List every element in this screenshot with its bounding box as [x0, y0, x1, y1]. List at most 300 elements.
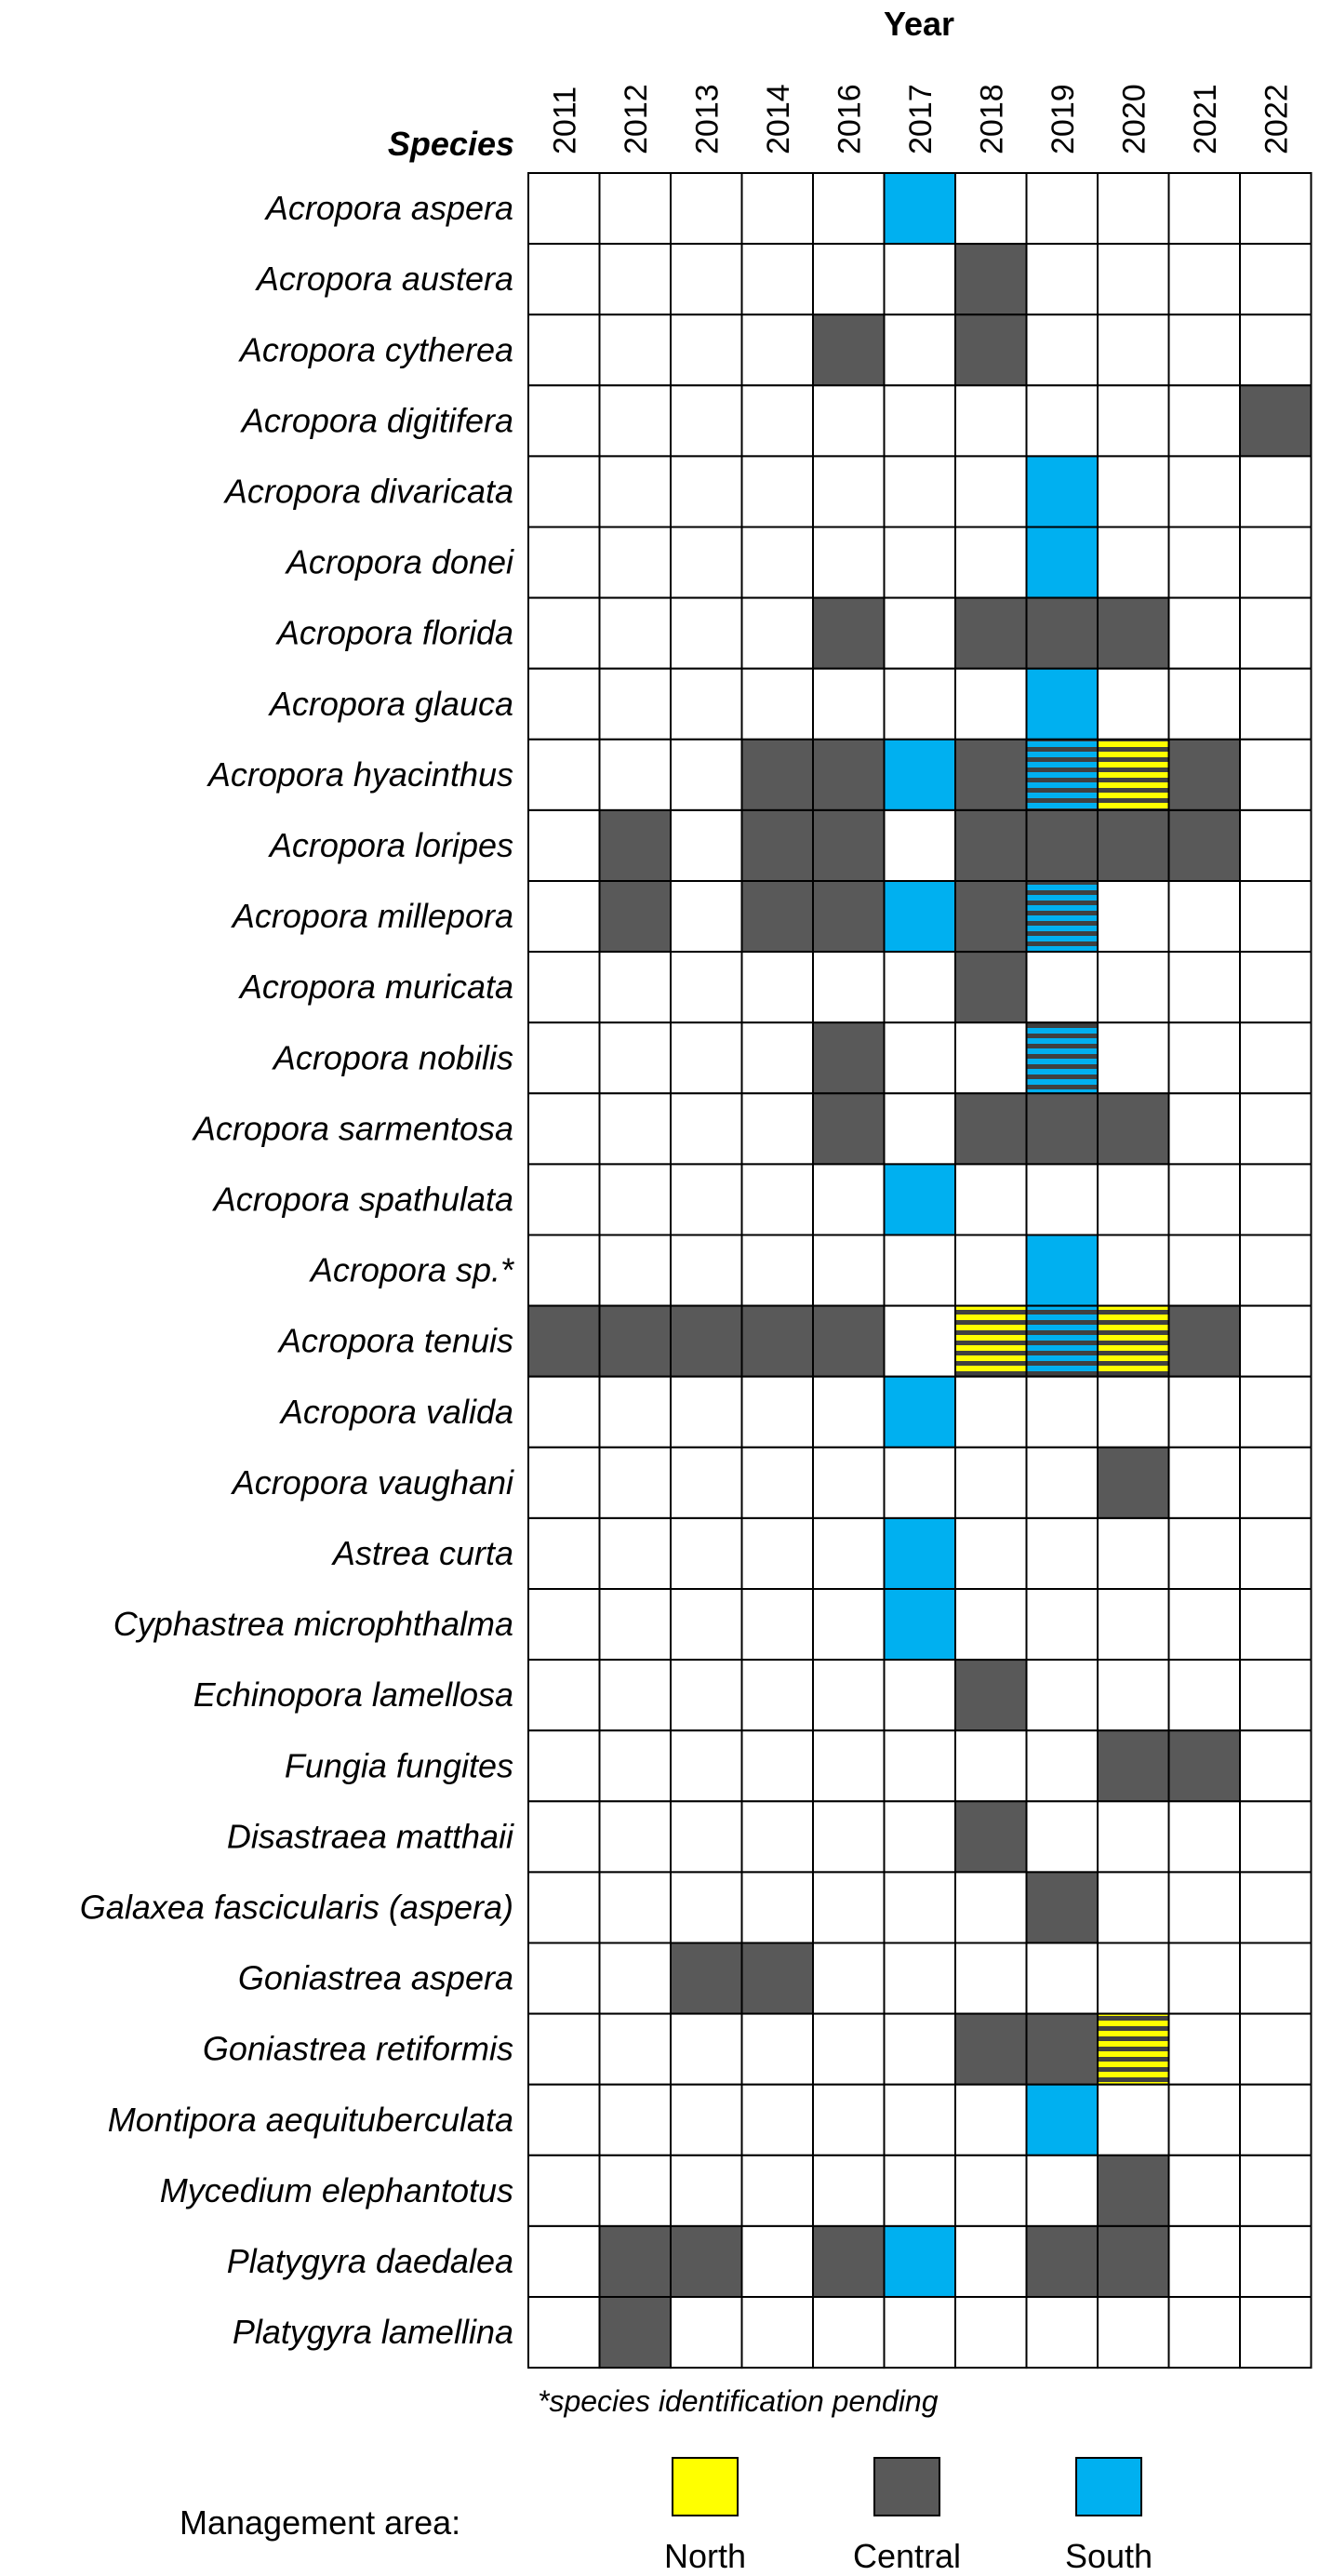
cell-2016-none — [813, 1377, 885, 1448]
cell-2022-none — [1240, 740, 1312, 810]
cell-2018-central — [955, 314, 1027, 385]
cell-2022-none — [1240, 1448, 1312, 1518]
cell-2019-none — [1027, 2297, 1099, 2368]
year-label-2012: 2012 — [618, 84, 654, 154]
cell-2021-none — [1169, 2226, 1241, 2297]
species-label: Acropora loripes — [269, 825, 513, 864]
cell-2013-none — [671, 1235, 742, 1306]
cell-2017-none — [885, 598, 956, 669]
legend-label-central: Central — [852, 2537, 962, 2575]
cell-2022-none — [1240, 1164, 1312, 1235]
cell-2013-none — [671, 1872, 742, 1942]
species-label: Cyphastrea microphthalma — [113, 1605, 513, 1644]
cell-2020-central — [1098, 2226, 1169, 2297]
cell-2020-none — [1098, 314, 1169, 385]
cell-2022-none — [1240, 244, 1312, 314]
cell-2019-none — [1027, 244, 1099, 314]
cell-2018-none — [955, 1589, 1027, 1660]
cell-2014-none — [742, 598, 814, 669]
cell-2011-none — [528, 1872, 600, 1942]
cell-2021-none — [1169, 1235, 1241, 1306]
cell-2019-south — [1027, 456, 1099, 527]
cell-2013-none — [671, 2297, 742, 2368]
cell-2020-north-central — [1098, 740, 1169, 810]
cell-2013-none — [671, 1589, 742, 1660]
cell-2011-none — [528, 1943, 600, 2014]
cell-2021-none — [1169, 1589, 1241, 1660]
cell-2021-none — [1169, 314, 1241, 385]
cell-2019-none — [1027, 173, 1099, 244]
cell-2017-south — [885, 740, 956, 810]
cell-2022-none — [1240, 669, 1312, 740]
cell-2021-none — [1169, 1801, 1241, 1872]
cell-2018-none — [955, 527, 1027, 598]
species-label: Disastraea matthaii — [226, 1817, 513, 1856]
cell-2017-none — [885, 1660, 956, 1730]
cell-2016-central — [813, 1306, 885, 1377]
species-label: Goniastrea aspera — [237, 1958, 513, 1997]
year-label-2018: 2018 — [974, 84, 1010, 154]
x-axis-title: Year — [883, 5, 955, 43]
cell-2017-none — [885, 527, 956, 598]
cell-2014-none — [742, 244, 814, 314]
cell-2012-none — [600, 1660, 672, 1730]
cell-2013-none — [671, 1448, 742, 1518]
cell-2013-none — [671, 740, 742, 810]
cell-2020-north-central — [1098, 1306, 1169, 1377]
cell-2011-none — [528, 173, 600, 244]
cell-2012-none — [600, 1235, 672, 1306]
cell-2013-central — [671, 1306, 742, 1377]
cell-2020-none — [1098, 244, 1169, 314]
cell-2020-none — [1098, 456, 1169, 527]
cell-2020-none — [1098, 2085, 1169, 2156]
cell-2012-none — [600, 2156, 672, 2226]
cell-2013-none — [671, 1093, 742, 1164]
cell-2011-none — [528, 527, 600, 598]
cell-2020-none — [1098, 1235, 1169, 1306]
cell-2022-none — [1240, 1377, 1312, 1448]
cell-2022-none — [1240, 598, 1312, 669]
cell-2019-south — [1027, 1235, 1099, 1306]
cell-2017-south — [885, 1589, 956, 1660]
cell-2019-none — [1027, 385, 1099, 456]
species-label: Acropora muricata — [239, 968, 513, 1007]
cell-2017-none — [885, 1943, 956, 2014]
cell-2012-none — [600, 244, 672, 314]
cell-2021-central — [1169, 740, 1241, 810]
legend-swatch-south — [1076, 2458, 1141, 2516]
legend-title: Management area: — [180, 2503, 461, 2542]
cell-2011-none — [528, 1660, 600, 1730]
year-label-2020: 2020 — [1116, 84, 1152, 154]
cell-2017-none — [885, 952, 956, 1022]
cell-2014-none — [742, 173, 814, 244]
cell-2022-none — [1240, 1801, 1312, 1872]
cell-2012-none — [600, 527, 672, 598]
cell-2020-none — [1098, 2297, 1169, 2368]
cell-2011-none — [528, 244, 600, 314]
cell-2018-none — [955, 1377, 1027, 1448]
cell-2022-none — [1240, 1022, 1312, 1093]
cell-2020-central — [1098, 2156, 1169, 2226]
cell-2019-none — [1027, 2156, 1099, 2226]
cell-2018-central — [955, 1801, 1027, 1872]
cell-2022-none — [1240, 1589, 1312, 1660]
cell-2013-none — [671, 1801, 742, 1872]
cell-2018-none — [955, 173, 1027, 244]
cell-2020-north-central — [1098, 2014, 1169, 2085]
cell-2012-none — [600, 1164, 672, 1235]
cell-2017-south — [885, 1164, 956, 1235]
cell-2020-none — [1098, 952, 1169, 1022]
species-label: Acropora valida — [280, 1392, 513, 1431]
cell-2018-none — [955, 2226, 1027, 2297]
cell-2011-none — [528, 385, 600, 456]
cell-2022-none — [1240, 952, 1312, 1022]
cell-2012-none — [600, 2085, 672, 2156]
cell-2022-none — [1240, 2226, 1312, 2297]
cell-2014-none — [742, 1518, 814, 1589]
cell-2021-none — [1169, 2156, 1241, 2226]
cell-2020-none — [1098, 669, 1169, 740]
cell-2013-none — [671, 314, 742, 385]
cell-2021-none — [1169, 1164, 1241, 1235]
cell-2013-none — [671, 1518, 742, 1589]
cell-2020-none — [1098, 1589, 1169, 1660]
cell-2013-none — [671, 669, 742, 740]
cell-2016-central — [813, 1022, 885, 1093]
cell-2018-none — [955, 1235, 1027, 1306]
cell-2022-none — [1240, 456, 1312, 527]
cell-2014-none — [742, 952, 814, 1022]
cell-2019-none — [1027, 1164, 1099, 1235]
cell-2016-none — [813, 1943, 885, 2014]
cell-2014-none — [742, 2014, 814, 2085]
cell-2018-none — [955, 1872, 1027, 1942]
cell-2012-none — [600, 1022, 672, 1093]
cell-2019-central-south — [1027, 1022, 1099, 1093]
species-label: Acropora vaughani — [232, 1462, 513, 1502]
cell-2021-central — [1169, 1730, 1241, 1801]
species-label: Acropora florida — [276, 613, 513, 652]
cell-2019-none — [1027, 1660, 1099, 1730]
species-label: Platygyra lamellina — [232, 2313, 513, 2352]
cell-2021-none — [1169, 1943, 1241, 2014]
cell-2014-none — [742, 2156, 814, 2226]
species-label: Acropora tenuis — [278, 1321, 513, 1360]
species-label: Acropora divaricata — [224, 472, 513, 511]
cell-2019-central-south — [1027, 740, 1099, 810]
year-label-2017: 2017 — [902, 84, 939, 154]
cell-2013-none — [671, 810, 742, 881]
year-label-2021: 2021 — [1187, 84, 1223, 154]
cell-2019-central-south — [1027, 881, 1099, 952]
cell-2019-none — [1027, 1589, 1099, 1660]
species-label: Acropora austera — [256, 260, 513, 299]
cell-2016-central — [813, 2226, 885, 2297]
cell-2017-none — [885, 456, 956, 527]
cell-2016-central — [813, 810, 885, 881]
cell-2012-none — [600, 1518, 672, 1589]
cell-2014-none — [742, 1164, 814, 1235]
cell-2011-none — [528, 1235, 600, 1306]
species-label: Acropora aspera — [265, 189, 513, 228]
legend-label-north: North — [663, 2537, 747, 2575]
cell-2017-none — [885, 314, 956, 385]
cell-2012-none — [600, 598, 672, 669]
cell-2014-none — [742, 1022, 814, 1093]
cell-2016-none — [813, 1235, 885, 1306]
species-label: Acropora spathulata — [213, 1180, 513, 1219]
cell-2014-none — [742, 1235, 814, 1306]
cell-2011-none — [528, 881, 600, 952]
species-label: Fungia fungites — [284, 1746, 513, 1785]
cell-2020-none — [1098, 527, 1169, 598]
cell-2012-central — [600, 2297, 672, 2368]
species-label: Acropora cytherea — [239, 330, 513, 369]
cell-2020-central — [1098, 1448, 1169, 1518]
cell-2021-none — [1169, 1660, 1241, 1730]
cell-2017-none — [885, 2156, 956, 2226]
cell-2013-none — [671, 1164, 742, 1235]
cell-2018-central — [955, 881, 1027, 952]
cell-2020-central — [1098, 598, 1169, 669]
cell-2011-none — [528, 2226, 600, 2297]
cell-2021-none — [1169, 2085, 1241, 2156]
cell-2014-none — [742, 2085, 814, 2156]
cell-2012-none — [600, 385, 672, 456]
species-label: Acropora sp.* — [310, 1250, 513, 1289]
cell-2018-central — [955, 810, 1027, 881]
species-label: Acropora hyacinthus — [207, 754, 513, 794]
legend-label-south: South — [1064, 2537, 1153, 2575]
cell-2020-none — [1098, 1943, 1169, 2014]
cell-2011-none — [528, 740, 600, 810]
cell-2016-none — [813, 1872, 885, 1942]
cell-2013-none — [671, 456, 742, 527]
cell-2018-none — [955, 2156, 1027, 2226]
cell-2011-none — [528, 598, 600, 669]
cell-2012-central — [600, 2226, 672, 2297]
cell-2013-none — [671, 598, 742, 669]
cell-2021-none — [1169, 881, 1241, 952]
cell-2021-none — [1169, 244, 1241, 314]
cell-2013-none — [671, 244, 742, 314]
cell-2013-none — [671, 881, 742, 952]
cell-2017-none — [885, 1235, 956, 1306]
cell-2021-none — [1169, 173, 1241, 244]
cell-2020-none — [1098, 173, 1169, 244]
cell-2021-central — [1169, 1306, 1241, 1377]
cell-2018-central — [955, 598, 1027, 669]
cell-2016-none — [813, 1801, 885, 1872]
cell-2014-none — [742, 456, 814, 527]
cell-2014-none — [742, 527, 814, 598]
cell-2022-none — [1240, 1943, 1312, 2014]
cell-2013-none — [671, 1730, 742, 1801]
cell-2021-none — [1169, 1448, 1241, 1518]
year-label-2011: 2011 — [547, 86, 583, 154]
cell-2018-central — [955, 1660, 1027, 1730]
cell-2016-none — [813, 527, 885, 598]
cell-2019-none — [1027, 1377, 1099, 1448]
species-label: Platygyra daedalea — [226, 2241, 513, 2280]
cell-2014-none — [742, 1093, 814, 1164]
cell-2020-none — [1098, 1377, 1169, 1448]
cell-2017-none — [885, 1730, 956, 1801]
legend-swatch-central — [874, 2458, 939, 2516]
cell-2017-none — [885, 244, 956, 314]
species-label: Galaxea fascicularis (aspera) — [79, 1888, 513, 1927]
cell-2012-none — [600, 173, 672, 244]
cell-2016-none — [813, 1660, 885, 1730]
cell-2022-none — [1240, 810, 1312, 881]
cell-2014-central — [742, 881, 814, 952]
cell-2019-south — [1027, 2085, 1099, 2156]
cell-2020-none — [1098, 1660, 1169, 1730]
cell-2016-central — [813, 740, 885, 810]
cell-2022-none — [1240, 527, 1312, 598]
cell-2014-none — [742, 1660, 814, 1730]
cell-2018-none — [955, 385, 1027, 456]
cell-2017-none — [885, 1093, 956, 1164]
cell-2012-none — [600, 2014, 672, 2085]
cell-2012-none — [600, 1730, 672, 1801]
cell-2019-none — [1027, 1801, 1099, 1872]
legend-swatch-north — [673, 2458, 738, 2516]
cell-2013-none — [671, 1660, 742, 1730]
cell-2021-none — [1169, 1518, 1241, 1589]
year-label-2016: 2016 — [832, 84, 868, 154]
cell-2011-none — [528, 2085, 600, 2156]
cell-2020-central — [1098, 1093, 1169, 1164]
cell-2014-none — [742, 2297, 814, 2368]
cell-2016-none — [813, 1518, 885, 1589]
cell-2016-none — [813, 2014, 885, 2085]
cell-2017-south — [885, 2226, 956, 2297]
cell-2012-central — [600, 1306, 672, 1377]
cell-2017-none — [885, 1801, 956, 1872]
cell-2022-none — [1240, 1872, 1312, 1942]
cell-2022-none — [1240, 2297, 1312, 2368]
cell-2021-none — [1169, 527, 1241, 598]
cell-2019-none — [1027, 952, 1099, 1022]
cell-2019-south — [1027, 527, 1099, 598]
cell-2019-central-south — [1027, 1306, 1099, 1377]
cell-2016-none — [813, 456, 885, 527]
cell-2016-central — [813, 881, 885, 952]
cell-2011-none — [528, 2297, 600, 2368]
cell-2014-none — [742, 1377, 814, 1448]
cell-2014-central — [742, 1943, 814, 2014]
cell-2013-none — [671, 1022, 742, 1093]
cell-2013-none — [671, 2085, 742, 2156]
cell-2021-none — [1169, 669, 1241, 740]
cell-2014-none — [742, 1730, 814, 1801]
cell-2016-none — [813, 952, 885, 1022]
cell-2018-none — [955, 2297, 1027, 2368]
cell-2012-none — [600, 1943, 672, 2014]
cell-2018-none — [955, 1022, 1027, 1093]
species-label: Astrea curta — [332, 1533, 513, 1572]
cell-2016-central — [813, 598, 885, 669]
cell-2020-central — [1098, 1730, 1169, 1801]
year-label-2014: 2014 — [760, 84, 796, 154]
cell-2011-none — [528, 1022, 600, 1093]
cell-2013-none — [671, 1377, 742, 1448]
cell-2021-central — [1169, 810, 1241, 881]
cell-2019-central — [1027, 2014, 1099, 2085]
cell-2022-none — [1240, 881, 1312, 952]
cell-2018-central — [955, 2014, 1027, 2085]
cell-2019-none — [1027, 1943, 1099, 2014]
cell-2021-none — [1169, 2297, 1241, 2368]
cell-2011-none — [528, 456, 600, 527]
species-label: Acropora donei — [286, 542, 513, 581]
cell-2022-none — [1240, 1306, 1312, 1377]
cell-2021-none — [1169, 1377, 1241, 1448]
cell-2011-none — [528, 1377, 600, 1448]
cell-2011-none — [528, 2014, 600, 2085]
species-label: Acropora digitifera — [241, 401, 513, 440]
cell-2021-none — [1169, 385, 1241, 456]
species-label: Mycedium elephantotus — [159, 2170, 513, 2209]
cell-2012-none — [600, 1377, 672, 1448]
cell-2011-none — [528, 952, 600, 1022]
y-axis-title: Species — [387, 125, 514, 163]
cell-2011-none — [528, 1164, 600, 1235]
cell-2017-none — [885, 1448, 956, 1518]
cell-2018-north-central — [955, 1306, 1027, 1377]
cell-2013-none — [671, 952, 742, 1022]
cell-2020-none — [1098, 1164, 1169, 1235]
cell-2017-none — [885, 2085, 956, 2156]
cell-2012-none — [600, 1872, 672, 1942]
cell-2022-central — [1240, 385, 1312, 456]
cell-2021-none — [1169, 1022, 1241, 1093]
species-label: Acropora glauca — [269, 684, 513, 723]
cell-2016-central — [813, 1093, 885, 1164]
cell-2011-none — [528, 1801, 600, 1872]
cell-2022-none — [1240, 1235, 1312, 1306]
cell-2014-none — [742, 385, 814, 456]
cell-2017-none — [885, 2014, 956, 2085]
cell-2022-none — [1240, 2085, 1312, 2156]
cell-2014-central — [742, 740, 814, 810]
cell-2021-none — [1169, 952, 1241, 1022]
cell-2018-none — [955, 1164, 1027, 1235]
cell-2022-none — [1240, 1660, 1312, 1730]
cell-2017-south — [885, 173, 956, 244]
cell-2016-none — [813, 2156, 885, 2226]
cell-2011-none — [528, 314, 600, 385]
species-label: Goniastrea retiformis — [202, 2029, 513, 2068]
species-label: Echinopora lamellosa — [193, 1675, 513, 1715]
cell-2017-none — [885, 2297, 956, 2368]
cell-2016-none — [813, 2085, 885, 2156]
cell-2022-none — [1240, 1093, 1312, 1164]
cell-2012-central — [600, 881, 672, 952]
cell-2012-none — [600, 740, 672, 810]
cell-2019-central — [1027, 810, 1099, 881]
cell-2019-central — [1027, 598, 1099, 669]
cell-2011-none — [528, 2156, 600, 2226]
cell-2013-central — [671, 1943, 742, 2014]
cell-2019-none — [1027, 314, 1099, 385]
cell-2016-none — [813, 1164, 885, 1235]
cell-2017-none — [885, 1872, 956, 1942]
